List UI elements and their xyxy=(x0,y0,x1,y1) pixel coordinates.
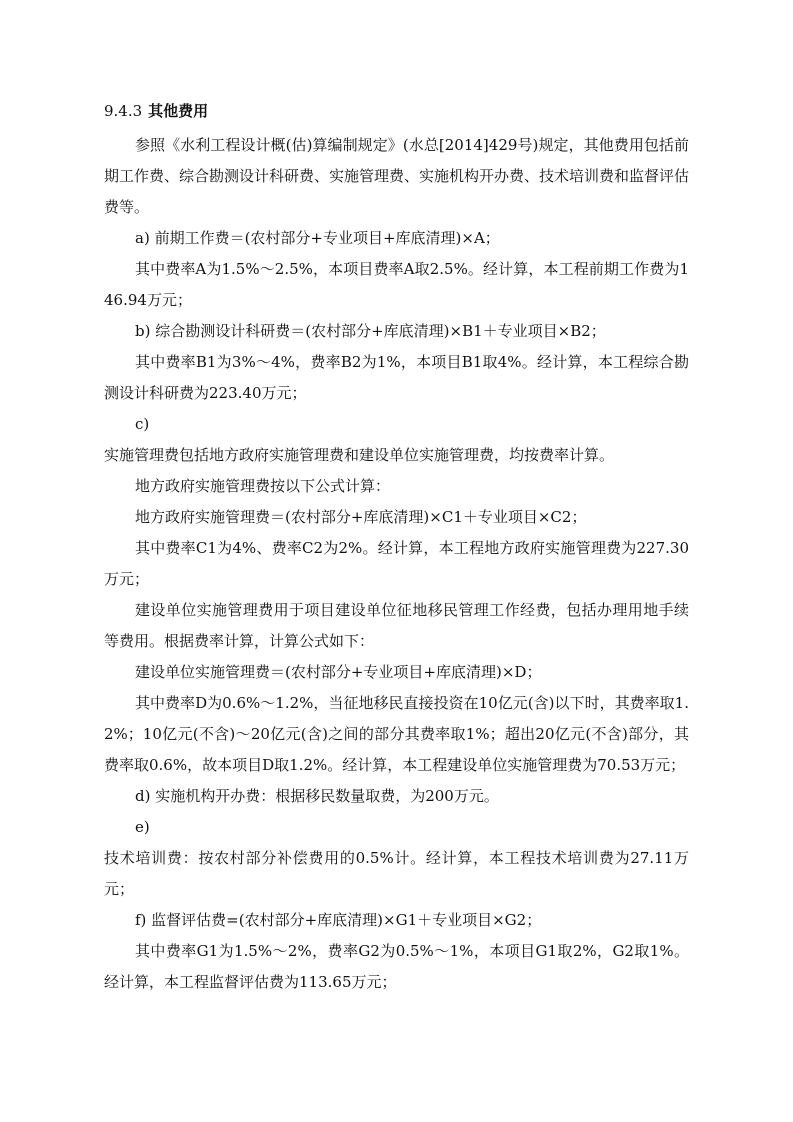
paragraph-item-b-formula: b) 综合勘测设计科研费＝(农村部分+库底清理)×B1＋专业项目×B2； xyxy=(135,322,606,340)
paragraph-local-gov-formula: 地方政府实施管理费＝(农村部分+库底清理)×C1＋专业项目×C2； xyxy=(135,508,587,526)
document-body xyxy=(104,100,689,998)
paragraph-item-f-result: 其中费率G1为1.5%～2%，费率G2为0.5%～1%，本项目G1取2%，G2取1%。经计算，本工程监督评估费为113.65万元； xyxy=(104,942,689,991)
paragraph-local-gov-result: 其中费率C1为4%、费率C2为2%。经计算，本工程地方政府实施管理费为227.30万元； xyxy=(104,539,689,588)
paragraph-builder-formula: 建设单位实施管理费＝(农村部分+专业项目+库底清理)×D； xyxy=(135,663,542,681)
paragraph-item-d: d) 实施机构开办费：根据移民数量取费，为200万元。 xyxy=(135,787,499,805)
section-number: 9.4.3 xyxy=(104,102,143,120)
paragraph-item-f-formula: f) 监督评估费=(农村部分+库底清理)×G1＋专业项目×G2； xyxy=(135,911,542,929)
section-title: 其他费用 xyxy=(148,102,209,120)
paragraph-intro: 参照《水利工程设计概(估)算编制规定》(水总[2014]429号)规定，其他费用包括前期工作费、综合勘测设计科研费、实施管理费、实施机构开办费、技术培训费和监督评估费等。 xyxy=(104,136,690,216)
paragraph-item-e-label: e) xyxy=(135,818,150,836)
paragraph-item-c-label: c) xyxy=(135,415,150,433)
paragraph-item-e-description: 技术培训费：按农村部分补偿费用的0.5%计。经计算，本工程技术培训费为27.11万元； xyxy=(104,849,689,898)
paragraph-local-gov-intro: 地方政府实施管理费按以下公式计算： xyxy=(135,477,391,495)
paragraph-builder-result: 其中费率D为0.6%～1.2%，当征地移民直接投资在10亿元(含)以下时，其费率取1.2%；10亿元(不含)～20亿元(含)之间的部分其费率取1%；超出20亿元(不含)部分，其费率取0.6%，故本项目D取1.2%。经计算，本工程建设单位实施管理费为70.53万元； xyxy=(104,694,689,774)
paragraph-item-b-result: 其中费率B1为3%～4%，费率B2为1%，本项目B1取4%。经计算，本工程综合勘测设计科研费为223.40万元； xyxy=(104,353,689,402)
section-heading xyxy=(104,100,689,122)
paragraph-item-a-result: 其中费率A为1.5%～2.5%，本项目费率A取2.5%。经计算，本工程前期工作费为146.94万元； xyxy=(104,260,689,309)
paragraph-builder-intro: 建设单位实施管理费用于项目建设单位征地移民管理工作经费，包括办理用地手续等费用。根据费率计算，计算公式如下： xyxy=(104,601,689,650)
paragraph-item-c-description: 实施管理费包括地方政府实施管理费和建设单位实施管理费，均按费率计算。 xyxy=(104,446,615,464)
paragraph-item-a-formula: a) 前期工作费＝(农村部分+专业项目+库底清理)×A； xyxy=(135,229,500,247)
